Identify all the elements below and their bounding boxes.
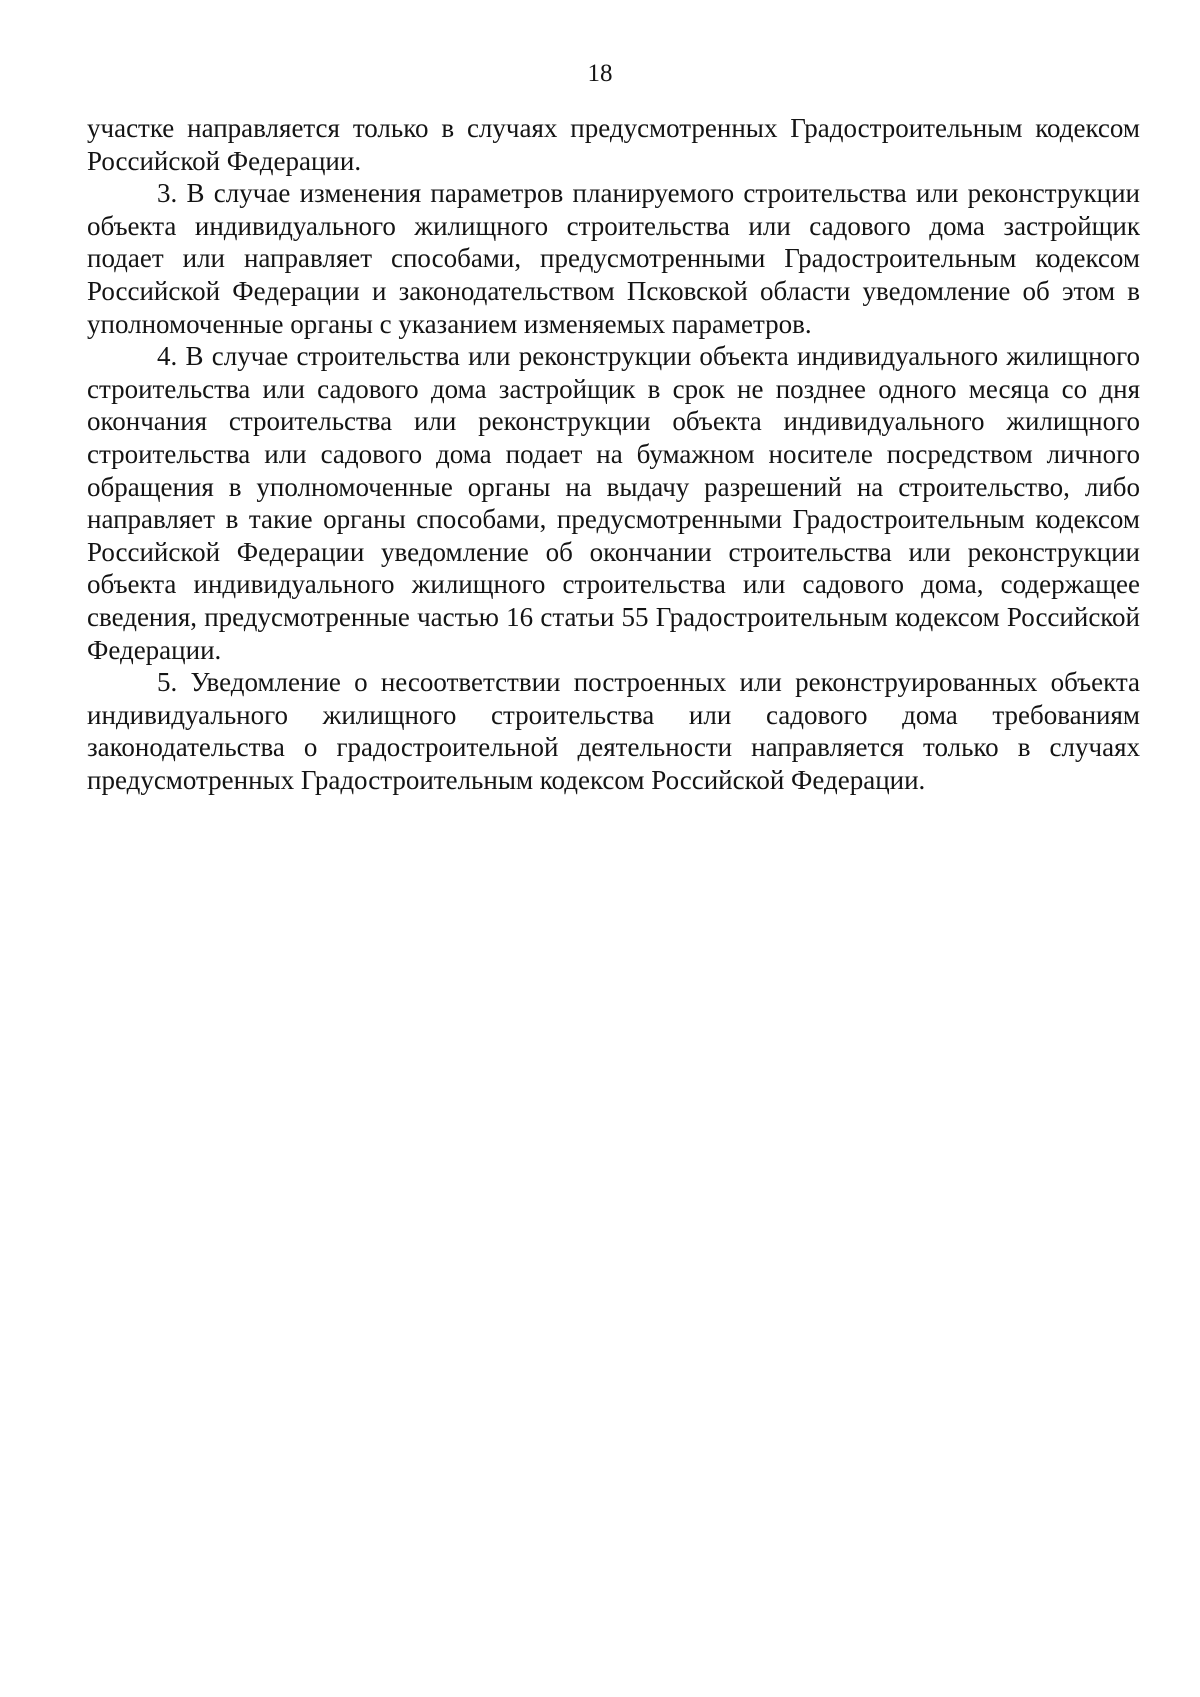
paragraph-item-4: 4. В случае строительства или реконструкции объекта индивидуального жилищного строительства или садового дома застройщик в срок не позднее одного месяца со дня окончания строительства или реконструкции объекта индивидуального жилищного строительства или садового дома подает на бумажном носителе посредством личного обращения в уполномоченные органы на выдачу разрешений на строительство, либо направляет в такие органы способами, предусмотренными Градостроительным кодексом Российской Федерации уведомление об окончании строительства или реконструкции объекта индивидуального жилищного строительства или садового дома, содержащее сведения, предусмотренные частью 16 статьи 55 Градостроительным кодексом Российской Федерации. xyxy=(87,341,1140,665)
paragraph-continuation: участке направляется только в случаях предусмотренных Градостроительным кодексом Российской Федерации. xyxy=(87,113,1140,176)
paragraph-item-3: 3. В случае изменения параметров планируемого строительства или реконструкции объекта индивидуального жилищного строительства или садового дома застройщик подает или направляет способами, предусмотренными Градостроительным кодексом Российской Федерации и законодательством Псковской области уведомление об этом в уполномоченные органы с указанием изменяемых параметров. xyxy=(87,178,1140,339)
page-number: 18 xyxy=(587,60,613,87)
paragraph-item-5: 5. Уведомление о несоответствии построенных или реконструированных объекта индивидуального жилищного строительства или садового дома требованиям законодательства о градостроительной деятельности направляется только в случаях предусмотренных Градостроительным кодексом Российской Федерации. xyxy=(87,667,1140,795)
document-body xyxy=(87,112,1140,796)
